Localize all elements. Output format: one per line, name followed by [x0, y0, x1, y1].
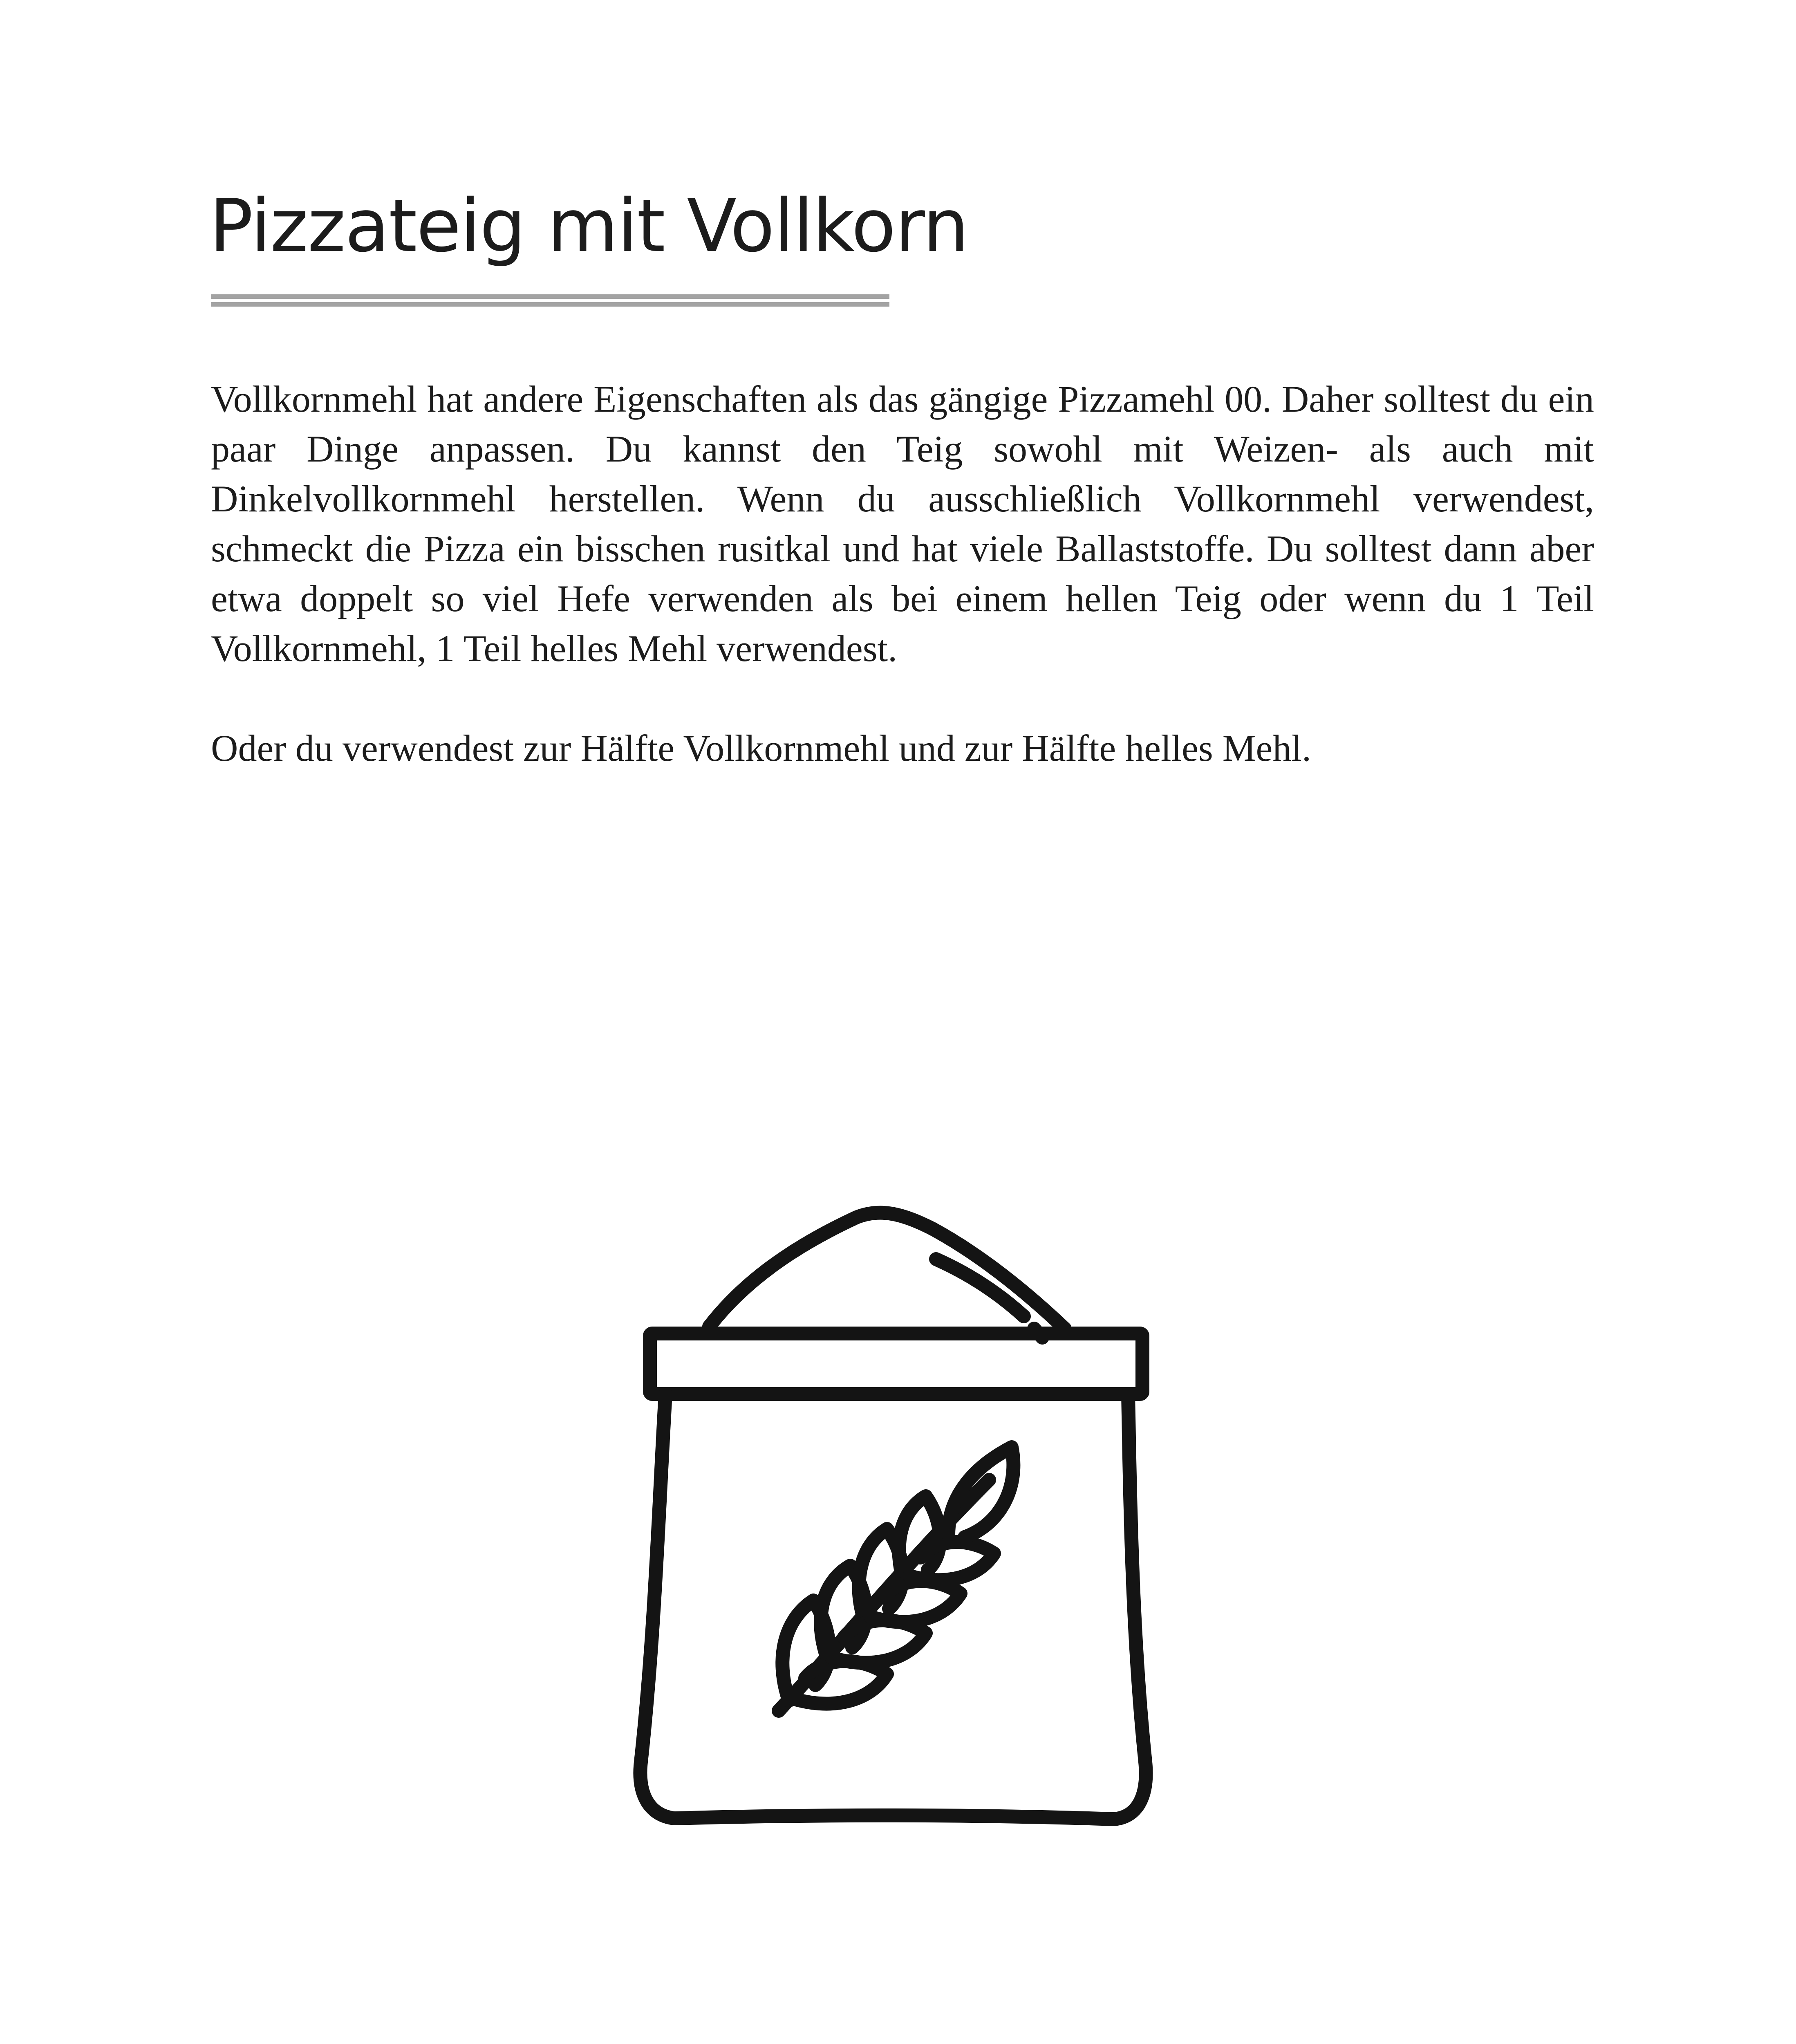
page-title: Pizzateig mit Vollkorn [209, 184, 968, 268]
flour-sack-with-wheat-icon [621, 1177, 1169, 1872]
wheat-grain [899, 1496, 940, 1580]
wheat-grain [871, 1581, 961, 1622]
sack-rim [650, 1334, 1142, 1394]
title-underline-bottom [211, 302, 889, 307]
paragraph-2: Oder du verwendest zur Hälfte Vollkornmehl und zur Hälfte helles Mehl. [211, 727, 1311, 769]
body-text [211, 374, 1594, 773]
title-underline-top [211, 294, 889, 299]
paragraph-1: Vollkornmehl hat andere Eigenschaften als das gängige Pizzamehl 00. Daher solltest du ein paar Dinge anpassen. Du kannst den Teig sowohl mit Weizen- als auch mit Dinkelvollkornmehl herstellen. Wenn du ausschließlich Vollkornmehl verwendest, schmeckt die Pizza ein bisschen rusitkal und hat viele Ballaststoffe. Du solltest dann aber etwa doppelt so viel Hefe verwenden als bei einem hellen Teig oder wenn du 1 Teil Vollkornmehl, 1 Teil helles Mehl verwendest. [211, 378, 1594, 669]
wheat-grain [909, 1542, 994, 1580]
title-underline [211, 294, 889, 307]
